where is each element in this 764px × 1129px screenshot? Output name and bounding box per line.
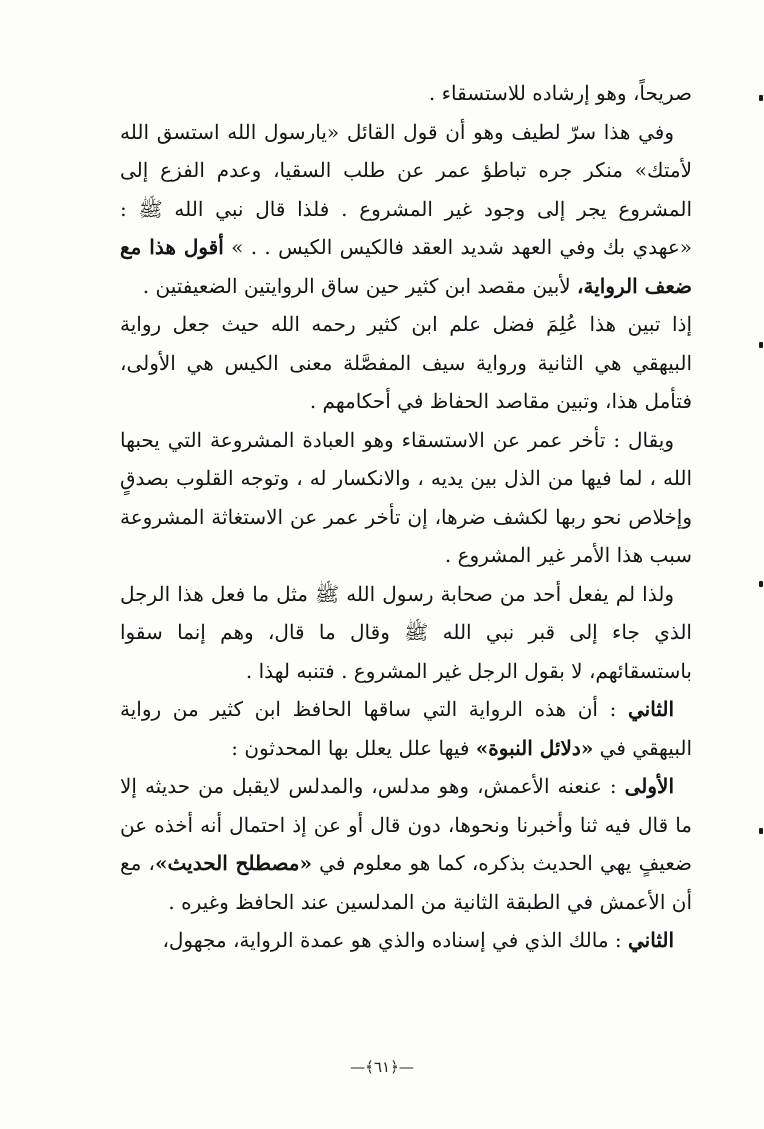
bold-text: الثاني (627, 928, 674, 952)
margin-mark (759, 342, 763, 348)
page-number: —﴿٦١﴾— (350, 1058, 414, 1076)
bold-text: أقول هذا مع ضعف الرواية، (120, 235, 692, 298)
margin-mark (759, 581, 763, 587)
paragraph (120, 305, 692, 421)
text-run: ولذا لم يفعل أحد من صحابة رسول الله ﷺ مثل ما فعل هذا الرجل الذي جاء إلى قبر نبي الله ﷺ وقال ما قال، وهم إنما سقوا باستسقائهم، لا بقول الرجل غير المشروع . فتنبه لهذا . (120, 581, 692, 683)
text-run: فيها علل يعلل بها المحدثون : (231, 735, 476, 760)
paragraph (120, 113, 692, 306)
margin-mark (759, 95, 763, 101)
bold-text: «مصطلح الحديث» (154, 851, 313, 875)
text-run: ، مع أن الأعمش في الطبقة الثانية من المدلسين عند الحافظ وغيره . (120, 851, 692, 914)
paragraph (120, 921, 692, 960)
text-run: ويقال : تأخر عمر عن الاستسقاء وهو العبادة المشروعة التي يحبها الله ، لما فيها من الذل بين يديه ، والانكسار له ، وتوجه القلوب بصدقٍ وإخلاص نحو ربها لكشف ضرها، إن تأخر عمر عن الاستغاثة المشروعة سبب هذا الأمر غير المشروع . (120, 427, 692, 567)
text-run: صريحاً، وهو إرشاده للاستسقاء . (428, 81, 692, 105)
paragraph (120, 690, 692, 767)
page-body (120, 74, 692, 960)
paragraph (120, 421, 692, 575)
paragraph (120, 575, 692, 691)
bold-text: الأولى (624, 774, 674, 798)
bold-text: الثاني (627, 697, 674, 721)
text-run: إذا تبين هذا عُلِمَ فضل علم ابن كثير رحمه الله حيث جعل رواية البيهقي هي الثانية ورواية سيف المفصَّلة معنى الكيس هي الأولى، فتأمل هذا، وتبين مقاصد الحفاظ في أحكامهم . (120, 312, 692, 413)
text-run: : أن هذه الرواية التي ساقها الحافظ ابن كثير من رواية البيهقي في (120, 697, 692, 760)
text-run: : مالك الذي في إسناده والذي هو عمدة الرواية، مجهول، (162, 928, 628, 952)
text-run: وفي هذا سرّ لطيف وهو أن قول القائل «يارسول الله استسق الله لأمتك» منكر جره تباطؤ عمر عن طلب السقيا، وعدم الفزع إلى المشروع يجر إلى وجود غير المشروع . فلذا قال نبي الله ﷺ : «عهدي بك وفي العهد شديد العقد فالكيس الكيس . . » (120, 119, 692, 259)
text-run: : عنعنه الأعمش، وهو مدلس، والمدلس لايقبل من حديثه إلا ما قال فيه ثنا وأخبرنا ونحوها، دون قال أو عن إذ احتمال أنه أخذه عن ضعيفٍ يهي الحديث بذكره، كما هو معلوم في (120, 774, 692, 875)
paragraph (120, 74, 692, 113)
paragraph (120, 767, 692, 921)
bold-text: «دلائل النبوة» (475, 735, 594, 760)
margin-mark (759, 828, 763, 834)
text-run: لأبين مقصد ابن كثير حين ساق الروايتين الضعيفتين . (142, 273, 578, 298)
